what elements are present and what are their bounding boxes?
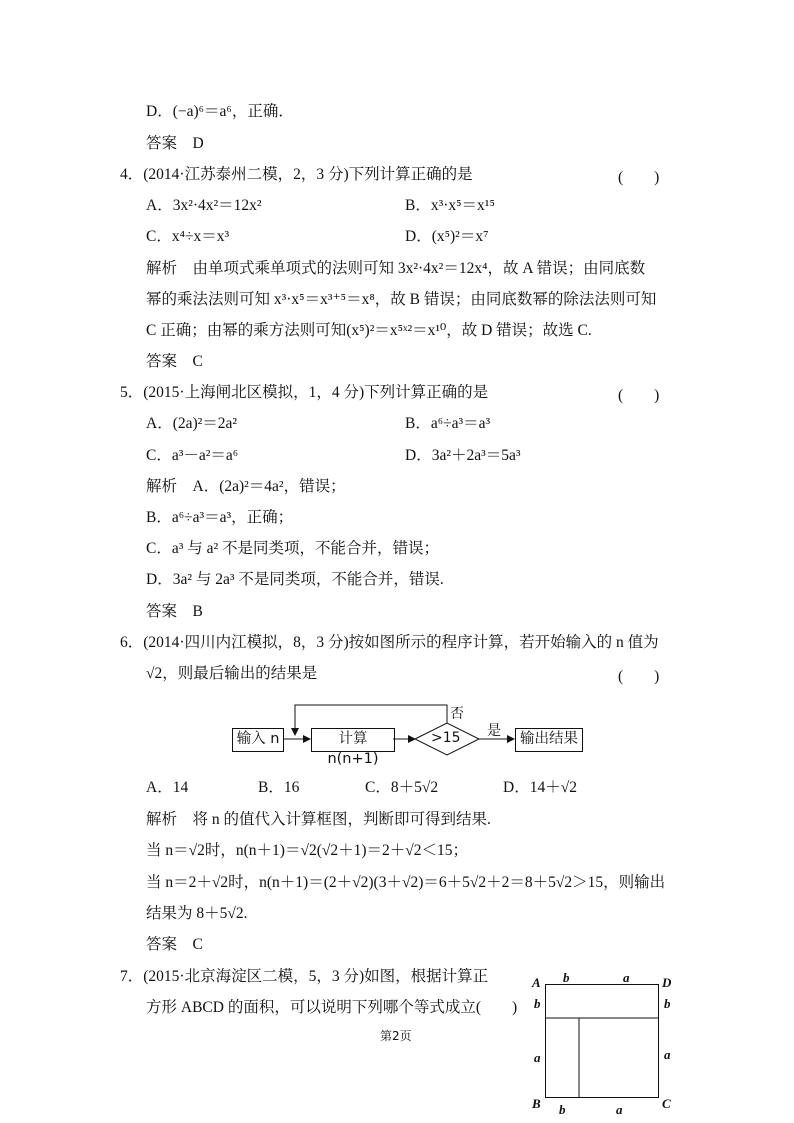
q4-explanation-2: 幂的乘法法则可知 x³·x⁵＝x³⁺⁵＝x⁸，故 B 错误；由同底数幂的除法法则可知 bbox=[146, 291, 657, 308]
page-number: 第2页 bbox=[380, 1029, 412, 1043]
q6-stem-2: √2，则最后输出的结果是 bbox=[146, 665, 318, 682]
q6-option-d: D．14＋√2 bbox=[503, 779, 577, 796]
q4-option-d: D．(x⁵)²＝x⁷ bbox=[405, 228, 489, 245]
q5-answer: 答案 B bbox=[146, 603, 203, 620]
q6-explanation-4: 结果为 8＋5√2. bbox=[146, 905, 248, 922]
q5-explanation-3: C．a³ 与 a² 不是同类项，不能合并，错误； bbox=[146, 540, 440, 557]
q5-option-a: A．(2a)²＝2a² bbox=[146, 415, 238, 432]
q6-explanation-3: 当 n＝2＋√2时，n(n＋1)＝(2＋√2)(3＋√2)＝6＋5√2＋2＝8＋5√2＞15，则输出 bbox=[146, 874, 666, 891]
q6-option-a: A．14 bbox=[146, 779, 189, 796]
left-b-label: b bbox=[534, 996, 541, 1011]
q5-option-d: D．3a²＋2a³＝5a³ bbox=[405, 447, 521, 464]
bottom-a-label: a bbox=[616, 1102, 623, 1117]
q4-explanation-1: 解析 由单项式乘单项式的法则可知 3x²·4x²＝12x⁴，故 A 错误；由同底数 bbox=[146, 260, 646, 277]
q7-stem-2: 方形 ABCD 的面积，可以说明下列哪个等式成立( ) bbox=[146, 999, 518, 1016]
right-b-label: b bbox=[664, 996, 671, 1011]
q6-option-b: B．16 bbox=[258, 779, 300, 796]
flowchart-output-box: 输出结果 bbox=[515, 728, 583, 752]
q4-option-c: C．x⁴÷x＝x³ bbox=[146, 228, 230, 245]
right-a-label: a bbox=[664, 1047, 671, 1062]
flowchart-condition-label: >15 bbox=[431, 730, 461, 746]
q5-answer-blank: ( ) bbox=[618, 387, 660, 404]
q6-explanation-2: 当 n＝√2时，n(n＋1)＝√2(√2＋1)＝2＋√2＜15； bbox=[146, 842, 469, 859]
flowchart-yes-label: 是 bbox=[487, 723, 501, 739]
q4-stem: 4．(2014·江苏泰州二模，2，3 分)下列计算正确的是 bbox=[120, 166, 473, 183]
q5-explanation-4: D．3a² 与 2a³ 不是同类项，不能合并，错误. bbox=[146, 571, 444, 588]
q4-explanation-3: C 正确；由幂的乘方法则可知(x⁵)²＝x⁵ˣ²＝x¹⁰，故 D 错误；故选 C. bbox=[146, 322, 592, 339]
q5-explanation-1: 解析 A．(2a)²＝4a²，错误； bbox=[146, 478, 346, 495]
q4-answer: 答案 C bbox=[146, 353, 203, 370]
q3-answer: 答案 D bbox=[146, 135, 204, 152]
q4-option-b: B．x³·x⁵＝x¹⁵ bbox=[405, 197, 495, 214]
q6-explanation-1: 解析 将 n 的值代入计算框图，判断即可得到结果. bbox=[146, 811, 491, 828]
q6-stem-1: 6．(2014·四川内江模拟，8，3 分)按如图所示的程序计算，若开始输入的 n 值为 bbox=[120, 634, 659, 651]
square-outline bbox=[546, 985, 659, 1098]
corner-b-label: B bbox=[532, 1096, 541, 1111]
q6-option-c: C．8＋5√2 bbox=[365, 779, 439, 796]
bottom-b-label: b bbox=[559, 1102, 566, 1117]
q6-answer-blank: ( ) bbox=[618, 668, 660, 685]
q5-option-c: C．a³－a²＝a⁶ bbox=[146, 447, 239, 464]
q4-option-a: A．3x²·4x²＝12x² bbox=[146, 197, 262, 214]
q3-option-d: D．(−a)⁶＝a⁶，正确． bbox=[146, 103, 294, 120]
q6-answer: 答案 C bbox=[146, 936, 203, 953]
corner-a-label: A bbox=[532, 975, 541, 990]
corner-c-label: C bbox=[662, 1096, 671, 1111]
q5-explanation-2: B．a⁶÷a³＝a³，正确； bbox=[146, 509, 294, 526]
top-b-label: b bbox=[563, 970, 570, 985]
flowchart-no-label: 否 bbox=[450, 706, 464, 722]
left-a-label: a bbox=[534, 1050, 541, 1065]
q5-option-b: B．a⁶÷a³＝a³ bbox=[405, 415, 491, 432]
corner-d-label: D bbox=[662, 975, 672, 990]
q7-stem-1: 7．(2015·北京海淀区二模，5，3 分)如图，根据计算正 bbox=[120, 968, 489, 985]
top-a-label: a bbox=[623, 970, 630, 985]
flowchart-compute-box: 计算 n(n+1) bbox=[311, 728, 395, 752]
flowchart-input-box: 输入 n bbox=[232, 728, 284, 752]
q4-answer-blank: ( ) bbox=[618, 169, 660, 186]
square-abcd-diagram bbox=[545, 984, 660, 1099]
q5-stem: 5．(2015·上海闸北区模拟，1，4 分)下列计算正确的是 bbox=[120, 384, 489, 401]
